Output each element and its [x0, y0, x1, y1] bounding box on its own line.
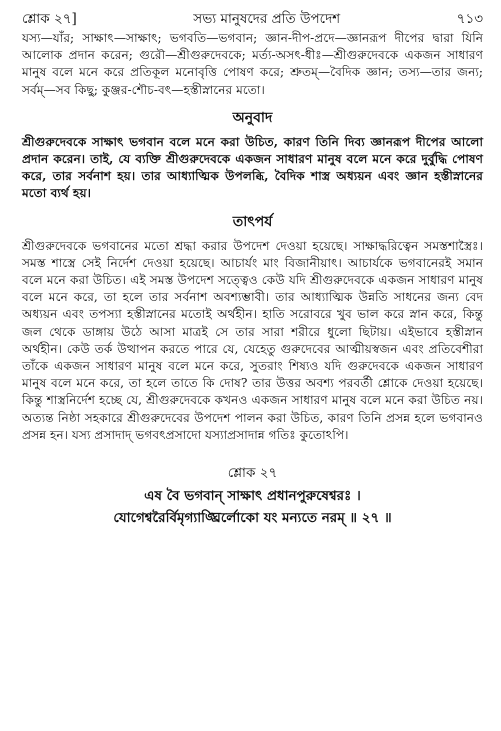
translation-paragraph: শ্রীগুরুদেবকে সাক্ষাৎ ভগবান বলে মনে করা উচিত, কারণ তিনি দিব্য জ্ঞানরূপ দীপের আলো প্রদান করেন। তাই, যে ব্যক্তি শ্রীগুরুদেবকে একজন সাধারণ মানুষ বলে মনে করে দুর্বুদ্ধি পোষণ করে, তার সর্বনাশ হয়। তার আধ্যাত্মিক উপলব্ধি, বৈদিক শাস্ত্র অধ্যয়ন এবং জ্ঞান হস্তীস্নানের মতো ব্যর্থ হয়। — [22, 134, 483, 201]
synonyms-paragraph: যস্য—যাঁর; সাক্ষাৎ—সাক্ষাৎ; ভগবতি—ভগবান; জ্ঞান-দীপ-প্রদে—জ্ঞানরূপ দীপের দ্বারা যিনি আলোক প্রদান করেন; গুরৌ—শ্রীগুরুদেবকে; মর্ত্য-অসৎ-ধীঃ—শ্রীগুরুদেবকে একজন সাধারণ মানুষ বলে মনে করে প্রতিকূল মনোবৃত্তি পোষণ করে; শ্রুতম্—বৈদিক জ্ঞান; তস্য—তার জন্য; সর্বম্—সব কিছু; কুঞ্জর-শৌচ-বৎ—হস্তীস্নানের মতো। — [22, 31, 483, 97]
page-header — [22, 8, 483, 30]
page-number: ৭১৩ — [456, 11, 483, 27]
purport-paragraph: শ্রীগুরুদেবকে ভগবানের মতো শ্রদ্ধা করার উপদেশ দেওয়া হয়েছে। সাক্ষাদ্ধরিত্বেন সমস্তশাস্ত্রৈঃ। সমস্ত শাস্ত্রে সেই নির্দেশ দেওয়া হয়েছে। আচার্যং মাং বিজানীয়াৎ। আচার্যকে ভগবানেরই সমান বলে মনে করা উচিত। এই সমস্ত উপদেশ সত্ত্বেও কেউ যদি শ্রীগুরুদেবকে একজন সাধারণ মানুষ বলে মনে করে, তা হলে তার সর্বনাশ অবশ্যম্ভাবী। তার আধ্যাত্মিক উন্নতি সাধনের জন্য বেদ অধ্যয়ন এবং তপস্যা হস্তীস্নানের মতোই অর্থহীন। হাতি সরোবরে খুব ভাল করে স্নান করে, কিন্তু জল থেকে ডাঙ্গায় উঠে আসা মাত্রই সে তার সারা শরীরে ধুলো ছিটায়। এইভাবে হস্তীস্নান অর্থহীন। কেউ তর্ক উত্থাপন করতে পারে যে, যেহেতু গুরুদেবের আত্মীয়স্বজন এবং প্রতিবেশীরা তাঁকে একজন সাধারণ মানুষ বলে মনে করে, সুতরাং শিষ্যও যদি গুরুদেবকে একজন সাধারণ মানুষ বলে মনে করে, তা হলে তাতে কি দোষ? তার উত্তর অবশ্য পরবর্তী শ্লোকে দেওয়া হয়েছে। কিন্তু শাস্ত্রনির্দেশ হচ্ছে যে, শ্রীগুরুদেবকে কখনও একজন সাধারণ মানুষ বলে মনে করা উচিত নয়। অত্যন্ত নিষ্ঠা সহকারে শ্রীগুরুদেবের উপদেশ পালন করা উচিত, কারণ তিনি প্রসন্ন হলে ভগবানও প্রসন্ন হন। যস্য প্রসাদাদ্ ভগবৎপ্রসাদো যস্যাপ্রসাদান্ন গতিঃ কুতোঽপি। — [22, 238, 483, 442]
verse-number: শ্লোক ২৭ — [227, 465, 278, 482]
header-verse-ref: শ্লোক ২৭] — [22, 11, 77, 27]
verse-line-2: যোগেশ্বরৈর্বিমৃগ্যাঙ্ঘ্রির্লোকো যং মন্যতে নরম্ ॥ ২৭ ॥ — [113, 510, 392, 527]
translation-heading: অনুবাদ — [232, 109, 273, 126]
verse-line-1: এষ বৈ ভগবান্ সাক্ষাৎ প্রধানপুরুষেশ্বরঃ । — [144, 488, 361, 505]
header-chapter-title: সভ্য মানুষদের প্রতি উপদেশ — [193, 11, 341, 27]
purport-heading: তাৎপর্য — [232, 213, 273, 230]
